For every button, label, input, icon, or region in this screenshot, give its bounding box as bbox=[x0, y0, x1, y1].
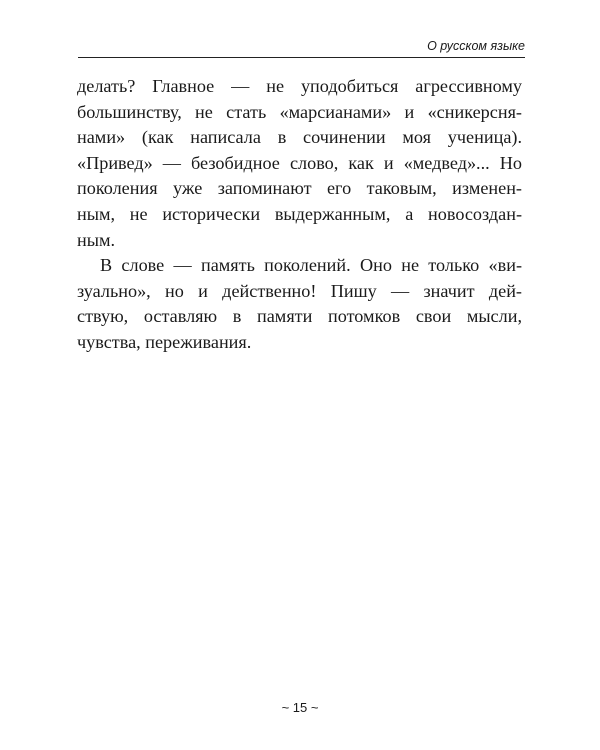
text-line: ным, не исторически выдержанным, а новосоздан- bbox=[77, 203, 522, 224]
text-line: ным. bbox=[77, 229, 116, 250]
text-line: поколения уже запоминают его таковым, изменен- bbox=[77, 178, 522, 199]
text-line: зуально», но и действенно! Пишу — значит дей- bbox=[77, 280, 522, 301]
running-header bbox=[78, 37, 525, 58]
text-line: В слове — память поколений. Оно не только «ви- bbox=[100, 255, 522, 276]
text-line: большинству, не стать «марсианами» и «сникерсня- bbox=[77, 101, 522, 122]
text-line: «Привед» — безобидное слово, как и «медвед»... Но bbox=[77, 152, 522, 173]
page-body bbox=[77, 74, 522, 356]
paragraph-2 bbox=[77, 253, 522, 355]
page-number: ~ 15 ~ bbox=[281, 700, 319, 715]
text-line: делать? Главное — не уподобиться агрессивному bbox=[77, 76, 522, 96]
running-title: О русском языке bbox=[427, 39, 525, 53]
text-line: нами» (как написала в сочинении моя ученица). bbox=[77, 127, 522, 148]
text-line: чувства, переживания. bbox=[77, 331, 252, 352]
paragraph-1 bbox=[77, 74, 522, 253]
text-line: ствую, оставляю в памяти потомков свои мысли, bbox=[77, 306, 522, 327]
